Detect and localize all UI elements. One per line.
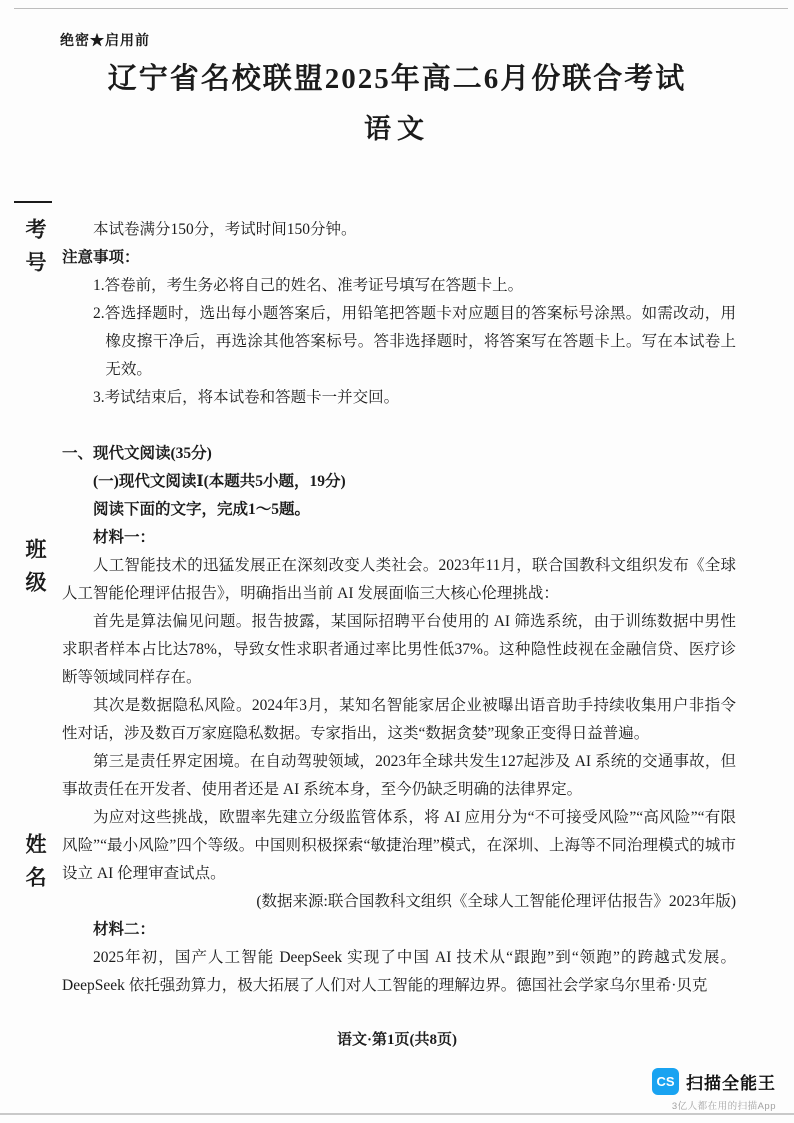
material2-paragraph-1: 2025年初，国产人工智能 DeepSeek 实现了中国 AI 技术从“跟跑”到“领跑”的跨越式发展。DeepSeek 依托强劲算力，极大拓展了人们对人工智能的理解边界。德国社会学家乌尔里希·贝克 xyxy=(62,949,736,994)
reading-instruction: 阅读下面的文字，完成1～5题。 xyxy=(93,501,311,518)
camscanner-watermark xyxy=(652,1068,776,1112)
section-heading: 一、现代文阅读(35分) xyxy=(62,445,212,462)
camscanner-logo-icon: CS xyxy=(652,1068,679,1095)
page-footer: 语文·第1页(共8页) xyxy=(337,1032,457,1048)
material1-paragraph-5: 为应对这些挑战，欧盟率先建立分级监管体系，将 AI 应用分为“不可接受风险”“高风险”“有限风险”“最小风险”四个等级。中国则积极探索“敏捷治理”模式，在深圳、上海等不同治理模式的城市设立 AI 伦理审查试点。 xyxy=(62,809,736,882)
margin-class-label: 班级 xyxy=(23,538,47,604)
exam-body xyxy=(62,216,736,1000)
data-source-note: (数据来源:联合国教科文组织《全球人工智能伦理评估报告》2023年版) xyxy=(256,893,736,910)
material1-paragraph-1: 人工智能技术的迅猛发展正在深刻改变人类社会。2023年11月，联合国教科文组织发布《全球人工智能伦理评估报告》，明确指出当前 AI 发展面临三大核心伦理挑战： xyxy=(62,557,736,602)
subject-title: 语文 xyxy=(364,114,430,144)
margin-name-label: 姓名 xyxy=(23,833,47,899)
exam-number-blank-line xyxy=(14,201,52,203)
material1-paragraph-3: 其次是数据隐私风险。2024年3月，某知名智能家居企业被曝出语音助手持续收集用户非指令性对话，涉及数百万家庭隐私数据。专家指出，这类“数据贪婪”现象正变得日益普遍。 xyxy=(62,697,736,742)
material1-label: 材料一： xyxy=(93,529,156,546)
exam-summary: 本试卷满分150分，考试时间150分钟。 xyxy=(93,221,357,238)
material2-label: 材料二： xyxy=(93,921,156,938)
notice-title: 注意事项： xyxy=(62,249,140,266)
classification-label: 绝密★启用前 xyxy=(60,34,150,49)
material1-paragraph-4: 第三是责任界定困境。在自动驾驶领域，2023年全球共发生127起涉及 AI 系统的交通事故，但事故责任在开发者、使用者还是 AI 系统本身，至今仍缺乏明确的法律界定。 xyxy=(62,753,736,798)
page-title: 辽宁省名校联盟2025年高二6月份联合考试 xyxy=(107,63,687,95)
notice-item-1: 1.答卷前，考生务必将自己的姓名、准考证号填写在答题卡上。 xyxy=(93,277,524,294)
notice-item-3: 3.考试结束后，将本试卷和答题卡一并交回。 xyxy=(93,389,400,406)
watermark-tagline: 3亿人都在用的扫描App xyxy=(671,1101,776,1112)
scan-edge-top xyxy=(14,8,788,9)
margin-exam-number-label: 考号 xyxy=(23,218,47,284)
notice-item-2: 2.答选择题时，选出每小题答案后，用铅笔把答题卡对应题目的答案标号涂黑。如需改动，用橡皮擦干净后，再选涂其他答案标号。答非选择题时，将答案写在答题卡上。写在本试卷上无效。 xyxy=(93,305,736,378)
watermark-brand-name: 扫描全能王 xyxy=(686,1074,776,1093)
section-sub-heading: (一)现代文阅读Ⅰ(本题共5小题，19分) xyxy=(93,473,346,490)
material1-paragraph-2: 首先是算法偏见问题。报告披露，某国际招聘平台使用的 AI 筛选系统，由于训练数据中男性求职者样本占比达78%，导致女性求职者通过率比男性低37%。这种隐性歧视在金融信贷、医疗诊断等领域同样存在。 xyxy=(62,613,736,686)
scan-edge-bottom xyxy=(0,1113,794,1115)
watermark-brand-row xyxy=(652,1068,776,1095)
